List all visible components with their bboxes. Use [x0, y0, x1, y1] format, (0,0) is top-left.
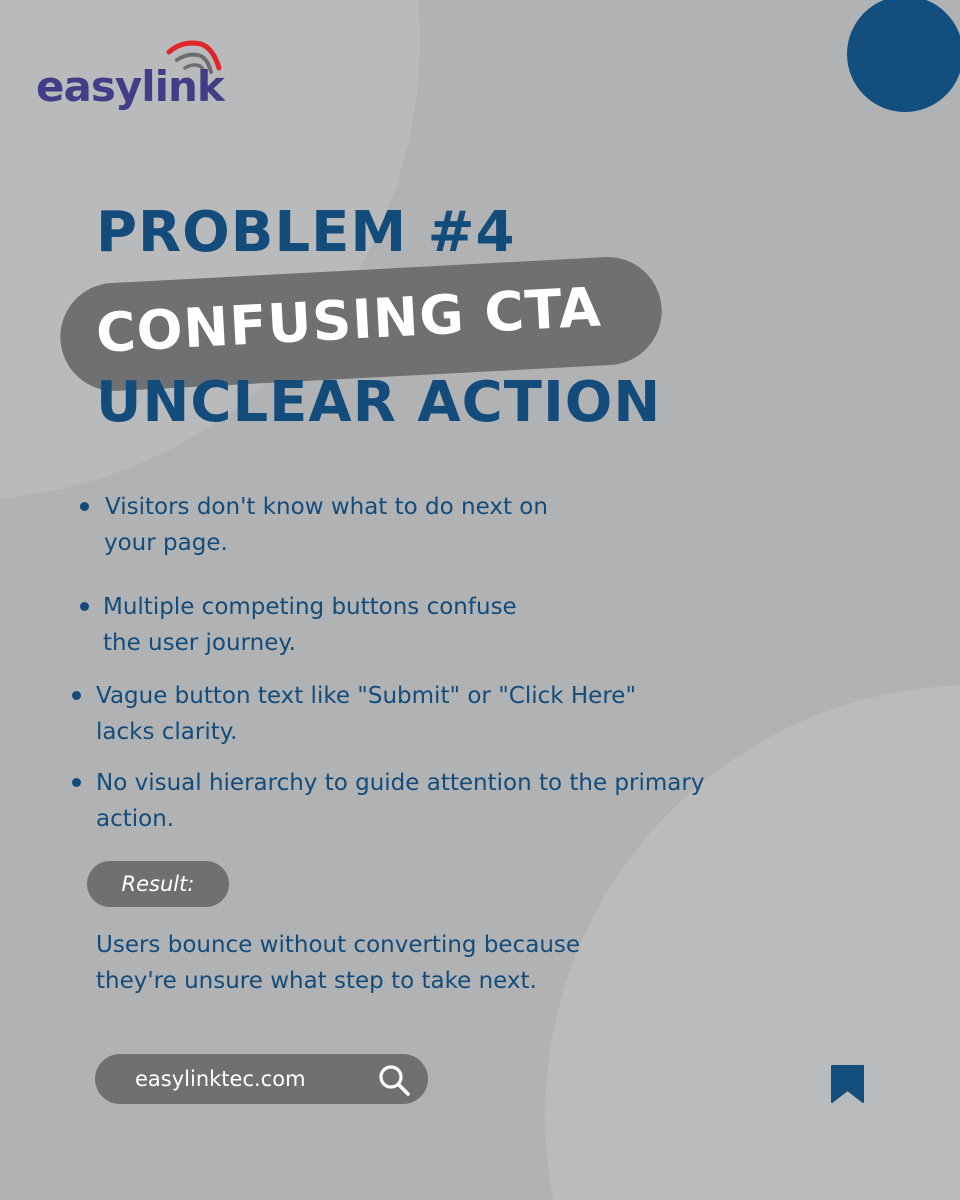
website-url-pill[interactable] [95, 1054, 428, 1104]
result-badge [87, 861, 229, 907]
bullet-text-line: Visitors don't know what to do next on [105, 494, 548, 520]
bullet-text-line: lacks clarity. [96, 719, 238, 745]
bullet-item [80, 489, 840, 561]
bullet-text-line: action. [96, 806, 175, 832]
headline-subtitle: UNCLEAR ACTION [96, 370, 662, 435]
bullet-text-line: Vague button text like "Submit" or "Click Here" [96, 683, 637, 709]
result-text-line: Users bounce without converting because [96, 932, 581, 958]
bullet-text-line: your page. [104, 530, 228, 556]
headline-problem-number: PROBLEM #4 [96, 200, 516, 265]
bullet-item [72, 678, 832, 750]
bullet-text-line: Multiple competing buttons confuse [103, 594, 517, 620]
bullet-text-line: the user journey. [103, 630, 296, 656]
bookmark-icon[interactable] [830, 1064, 865, 1104]
bullet-item [80, 589, 840, 661]
background-circle-right [545, 685, 960, 1200]
headline-highlight: CONFUSING CTA [94, 275, 603, 365]
bullet-dot-icon [72, 691, 81, 700]
bullet-text-line: No visual hierarchy to guide attention to the primary [96, 770, 705, 796]
result-description [96, 927, 580, 999]
bullet-dot-icon [80, 602, 89, 611]
bullet-dot-icon [80, 502, 89, 511]
bullet-item [72, 765, 832, 837]
search-icon[interactable] [377, 1063, 411, 1097]
website-url[interactable]: easylinktec.com [135, 1067, 306, 1091]
result-label: Result: [121, 872, 195, 896]
accent-circle [847, 0, 960, 112]
logo-wordmark: easylink [36, 62, 224, 111]
easylink-logo [36, 38, 246, 118]
result-text-line: they're unsure what step to take next. [96, 968, 537, 994]
bullet-dot-icon [72, 778, 81, 787]
